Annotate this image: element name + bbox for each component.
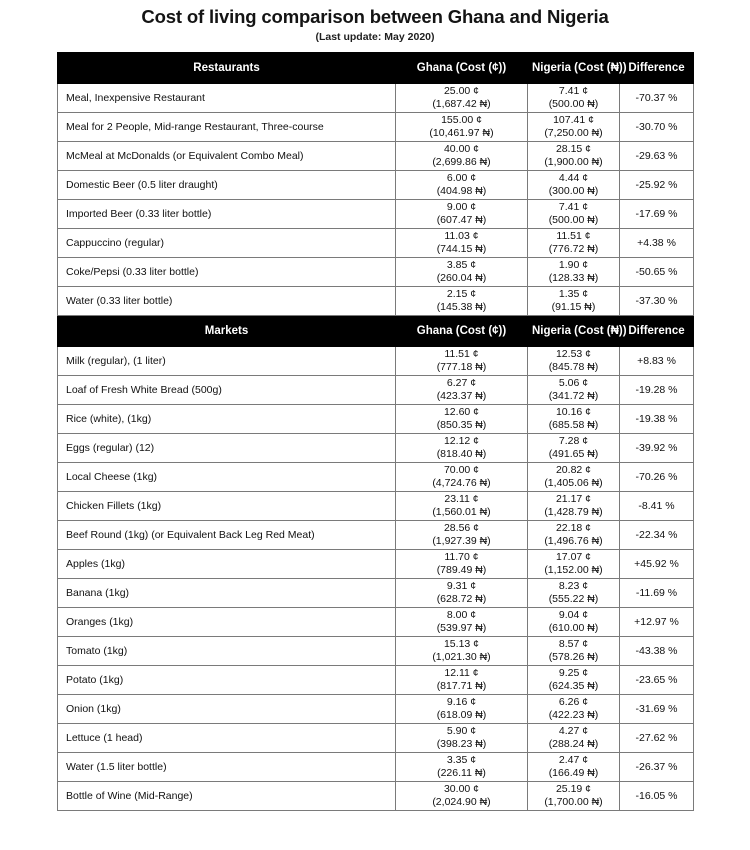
nigeria-price-secondary: (7,250.00 ₦) xyxy=(544,127,603,139)
table-row xyxy=(58,666,694,695)
nigeria-price-secondary: (1,496.76 ₦) xyxy=(544,535,603,547)
table-row xyxy=(58,579,694,608)
ghana-price-cell xyxy=(396,258,528,287)
table-row xyxy=(58,376,694,405)
table-row xyxy=(58,608,694,637)
difference-cell: +4.38 % xyxy=(620,229,694,258)
section-title-markets: Markets xyxy=(58,316,396,347)
difference-cell: +45.92 % xyxy=(620,550,694,579)
table-row xyxy=(58,200,694,229)
nigeria-price-secondary: (1,428.79 ₦) xyxy=(544,506,603,518)
ghana-price-cell xyxy=(396,347,528,376)
nigeria-price-primary: 7.41 ¢ xyxy=(558,85,589,97)
nigeria-price-cell xyxy=(528,521,620,550)
difference-cell: -11.69 % xyxy=(620,579,694,608)
ghana-price-primary: 155.00 ¢ xyxy=(441,114,482,126)
nigeria-price-primary: 10.16 ¢ xyxy=(555,406,592,418)
item-name-cell: Meal for 2 People, Mid-range Restaurant, Three-course xyxy=(58,113,396,142)
nigeria-price-cell xyxy=(528,171,620,200)
ghana-price-primary: 12.11 ¢ xyxy=(444,667,479,679)
ghana-price-secondary: (539.97 ₦) xyxy=(436,622,487,634)
ghana-price-secondary: (10,461.97 ₦) xyxy=(429,127,494,139)
nigeria-price-primary: 22.18 ¢ xyxy=(555,522,592,534)
nigeria-price-cell xyxy=(528,229,620,258)
nigeria-price-secondary: (288.24 ₦) xyxy=(548,738,599,750)
ghana-price-cell xyxy=(396,229,528,258)
difference-cell: -19.28 % xyxy=(620,376,694,405)
table-row xyxy=(58,724,694,753)
nigeria-price-primary: 4.27 ¢ xyxy=(558,725,589,737)
nigeria-price-secondary: (491.65 ₦) xyxy=(548,448,599,460)
table-row xyxy=(58,753,694,782)
item-name-cell: Chicken Fillets (1kg) xyxy=(58,492,396,521)
difference-cell: -16.05 % xyxy=(620,782,694,811)
item-name-cell: Banana (1kg) xyxy=(58,579,396,608)
ghana-price-primary: 8.00 ¢ xyxy=(446,609,477,621)
ghana-price-secondary: (1,021.30 ₦) xyxy=(432,651,491,663)
ghana-price-cell xyxy=(396,113,528,142)
last-update-subtitle: (Last update: May 2020) xyxy=(315,31,435,43)
ghana-price-secondary: (423.37 ₦) xyxy=(436,390,487,402)
ghana-price-secondary: (1,687.42 ₦) xyxy=(432,98,491,110)
ghana-price-primary: 9.31 ¢ xyxy=(446,580,477,592)
item-name-cell: Water (1.5 liter bottle) xyxy=(58,753,396,782)
ghana-price-primary: 11.03 ¢ xyxy=(444,230,479,242)
nigeria-price-cell xyxy=(528,666,620,695)
ghana-price-secondary: (818.40 ₦) xyxy=(436,448,487,460)
ghana-price-cell xyxy=(396,724,528,753)
item-name-cell: Milk (regular), (1 liter) xyxy=(58,347,396,376)
nigeria-price-cell xyxy=(528,376,620,405)
ghana-price-secondary: (628.72 ₦) xyxy=(436,593,487,605)
item-name-cell: Lettuce (1 head) xyxy=(58,724,396,753)
ghana-price-primary: 11.51 ¢ xyxy=(444,348,479,360)
difference-cell: -23.65 % xyxy=(620,666,694,695)
nigeria-price-secondary: (500.00 ₦) xyxy=(548,98,599,110)
ghana-price-cell xyxy=(396,142,528,171)
ghana-price-cell xyxy=(396,608,528,637)
cost-comparison-table xyxy=(57,52,694,811)
ghana-price-cell xyxy=(396,287,528,316)
ghana-price-secondary: (777.18 ₦) xyxy=(436,361,487,373)
nigeria-price-primary: 28.15 ¢ xyxy=(555,143,592,155)
difference-cell: -29.63 % xyxy=(620,142,694,171)
ghana-price-primary: 5.90 ¢ xyxy=(446,725,477,737)
difference-cell: -70.26 % xyxy=(620,463,694,492)
nigeria-price-secondary: (1,700.00 ₦) xyxy=(544,796,603,808)
item-name-cell: McMeal at McDonalds (or Equivalent Combo Meal) xyxy=(58,142,396,171)
ghana-price-cell xyxy=(396,753,528,782)
nigeria-price-cell xyxy=(528,347,620,376)
nigeria-price-primary: 7.28 ¢ xyxy=(558,435,589,447)
cost-table-container xyxy=(57,52,693,811)
table-row xyxy=(58,113,694,142)
nigeria-price-primary: 7.41 ¢ xyxy=(558,201,589,213)
ghana-price-cell xyxy=(396,579,528,608)
ghana-price-secondary: (789.49 ₦) xyxy=(436,564,487,576)
nigeria-price-secondary: (341.72 ₦) xyxy=(548,390,599,402)
ghana-price-cell xyxy=(396,782,528,811)
difference-cell: -17.69 % xyxy=(620,200,694,229)
ghana-price-secondary: (744.15 ₦) xyxy=(436,243,487,255)
table-row xyxy=(58,84,694,113)
item-name-cell: Oranges (1kg) xyxy=(58,608,396,637)
table-row xyxy=(58,229,694,258)
item-name-cell: Beef Round (1kg) (or Equivalent Back Leg Red Meat) xyxy=(58,521,396,550)
table-row xyxy=(58,434,694,463)
item-name-cell: Coke/Pepsi (0.33 liter bottle) xyxy=(58,258,396,287)
nigeria-price-cell xyxy=(528,753,620,782)
column-header-ghana: Ghana (Cost (¢)) xyxy=(396,53,528,84)
nigeria-price-cell xyxy=(528,550,620,579)
nigeria-price-secondary: (610.00 ₦) xyxy=(548,622,599,634)
nigeria-price-primary: 9.25 ¢ xyxy=(558,667,589,679)
ghana-price-primary: 3.35 ¢ xyxy=(446,754,477,766)
nigeria-price-cell xyxy=(528,724,620,753)
nigeria-price-cell xyxy=(528,142,620,171)
nigeria-price-secondary: (91.15 ₦) xyxy=(551,301,596,313)
difference-cell: +8.83 % xyxy=(620,347,694,376)
difference-cell: -19.38 % xyxy=(620,405,694,434)
nigeria-price-cell xyxy=(528,434,620,463)
nigeria-price-primary: 12.53 ¢ xyxy=(555,348,592,360)
nigeria-price-secondary: (1,405.06 ₦) xyxy=(544,477,603,489)
table-row xyxy=(58,521,694,550)
nigeria-price-secondary: (1,900.00 ₦) xyxy=(544,156,603,168)
table-row xyxy=(58,550,694,579)
ghana-price-cell xyxy=(396,84,528,113)
nigeria-price-secondary: (300.00 ₦) xyxy=(548,185,599,197)
difference-cell: -27.62 % xyxy=(620,724,694,753)
item-name-cell: Onion (1kg) xyxy=(58,695,396,724)
ghana-price-secondary: (607.47 ₦) xyxy=(436,214,487,226)
ghana-price-secondary: (1,927.39 ₦) xyxy=(432,535,491,547)
nigeria-price-cell xyxy=(528,463,620,492)
item-name-cell: Tomato (1kg) xyxy=(58,637,396,666)
ghana-price-secondary: (145.38 ₦) xyxy=(436,301,487,313)
nigeria-price-primary: 1.90 ¢ xyxy=(558,259,589,271)
nigeria-price-primary: 25.19 ¢ xyxy=(555,783,592,795)
nigeria-price-secondary: (578.26 ₦) xyxy=(548,651,599,663)
column-header-difference: Difference xyxy=(620,53,694,84)
table-row xyxy=(58,782,694,811)
ghana-price-cell xyxy=(396,434,528,463)
nigeria-price-cell xyxy=(528,637,620,666)
difference-cell: -43.38 % xyxy=(620,637,694,666)
nigeria-price-primary: 8.23 ¢ xyxy=(558,580,589,592)
ghana-price-primary: 23.11 ¢ xyxy=(444,493,479,505)
ghana-price-cell xyxy=(396,405,528,434)
table-row xyxy=(58,463,694,492)
ghana-price-secondary: (404.98 ₦) xyxy=(436,185,487,197)
nigeria-price-secondary: (422.23 ₦) xyxy=(548,709,599,721)
nigeria-price-primary: 6.26 ¢ xyxy=(558,696,589,708)
ghana-price-primary: 25.00 ¢ xyxy=(443,85,480,97)
ghana-price-cell xyxy=(396,171,528,200)
section-header-row xyxy=(58,316,694,347)
table-row xyxy=(58,171,694,200)
nigeria-price-primary: 11.51 ¢ xyxy=(556,230,591,242)
nigeria-price-cell xyxy=(528,258,620,287)
item-name-cell: Apples (1kg) xyxy=(58,550,396,579)
cost-of-living-page xyxy=(0,6,750,850)
ghana-price-primary: 6.27 ¢ xyxy=(446,377,477,389)
ghana-price-primary: 30.00 ¢ xyxy=(443,783,480,795)
ghana-price-cell xyxy=(396,463,528,492)
item-name-cell: Meal, Inexpensive Restaurant xyxy=(58,84,396,113)
item-name-cell: Domestic Beer (0.5 liter draught) xyxy=(58,171,396,200)
ghana-price-secondary: (1,560.01 ₦) xyxy=(432,506,491,518)
difference-cell: -8.41 % xyxy=(620,492,694,521)
section-title-restaurants: Restaurants xyxy=(58,53,396,84)
nigeria-price-secondary: (776.72 ₦) xyxy=(548,243,599,255)
item-name-cell: Loaf of Fresh White Bread (500g) xyxy=(58,376,396,405)
ghana-price-secondary: (817.71 ₦) xyxy=(436,680,487,692)
table-row xyxy=(58,142,694,171)
column-header-ghana: Ghana (Cost (¢)) xyxy=(396,316,528,347)
nigeria-price-secondary: (1,152.00 ₦) xyxy=(544,564,603,576)
ghana-price-primary: 9.00 ¢ xyxy=(446,201,477,213)
item-name-cell: Imported Beer (0.33 liter bottle) xyxy=(58,200,396,229)
nigeria-price-cell xyxy=(528,405,620,434)
table-row xyxy=(58,492,694,521)
table-row xyxy=(58,258,694,287)
column-header-nigeria: Nigeria (Cost (₦)) xyxy=(528,53,620,84)
table-row xyxy=(58,347,694,376)
item-name-cell: Bottle of Wine (Mid-Range) xyxy=(58,782,396,811)
difference-cell: -50.65 % xyxy=(620,258,694,287)
difference-cell: -26.37 % xyxy=(620,753,694,782)
nigeria-price-primary: 2.47 ¢ xyxy=(558,754,589,766)
column-header-difference: Difference xyxy=(620,316,694,347)
difference-cell: -30.70 % xyxy=(620,113,694,142)
nigeria-price-secondary: (128.33 ₦) xyxy=(548,272,599,284)
ghana-price-primary: 6.00 ¢ xyxy=(446,172,477,184)
nigeria-price-cell xyxy=(528,200,620,229)
item-name-cell: Cappuccino (regular) xyxy=(58,229,396,258)
nigeria-price-primary: 21.17 ¢ xyxy=(555,493,592,505)
ghana-price-primary: 12.12 ¢ xyxy=(443,435,480,447)
item-name-cell: Eggs (regular) (12) xyxy=(58,434,396,463)
nigeria-price-cell xyxy=(528,113,620,142)
nigeria-price-primary: 4.44 ¢ xyxy=(558,172,589,184)
nigeria-price-secondary: (624.35 ₦) xyxy=(548,680,599,692)
item-name-cell: Water (0.33 liter bottle) xyxy=(58,287,396,316)
table-row xyxy=(58,405,694,434)
nigeria-price-cell xyxy=(528,492,620,521)
difference-cell: -22.34 % xyxy=(620,521,694,550)
ghana-price-primary: 3.85 ¢ xyxy=(446,259,477,271)
ghana-price-primary: 40.00 ¢ xyxy=(443,143,480,155)
nigeria-price-primary: 17.07 ¢ xyxy=(555,551,592,563)
nigeria-price-secondary: (685.58 ₦) xyxy=(548,419,599,431)
nigeria-price-secondary: (166.49 ₦) xyxy=(548,767,599,779)
column-header-nigeria: Nigeria (Cost (₦)) xyxy=(528,316,620,347)
ghana-price-secondary: (850.35 ₦) xyxy=(436,419,487,431)
difference-cell: -31.69 % xyxy=(620,695,694,724)
ghana-price-secondary: (4,724.76 ₦) xyxy=(432,477,491,489)
ghana-price-cell xyxy=(396,666,528,695)
item-name-cell: Local Cheese (1kg) xyxy=(58,463,396,492)
ghana-price-secondary: (2,024.90 ₦) xyxy=(432,796,491,808)
difference-cell: -25.92 % xyxy=(620,171,694,200)
difference-cell: -37.30 % xyxy=(620,287,694,316)
nigeria-price-primary: 107.41 ¢ xyxy=(553,114,594,126)
ghana-price-primary: 11.70 ¢ xyxy=(444,551,479,563)
nigeria-price-cell xyxy=(528,608,620,637)
table-row xyxy=(58,637,694,666)
ghana-price-cell xyxy=(396,376,528,405)
difference-cell: -39.92 % xyxy=(620,434,694,463)
nigeria-price-cell xyxy=(528,579,620,608)
difference-cell: +12.97 % xyxy=(620,608,694,637)
table-row xyxy=(58,695,694,724)
nigeria-price-primary: 20.82 ¢ xyxy=(555,464,592,476)
ghana-price-secondary: (618.09 ₦) xyxy=(436,709,487,721)
ghana-price-primary: 28.56 ¢ xyxy=(443,522,480,534)
ghana-price-primary: 15.13 ¢ xyxy=(443,638,480,650)
ghana-price-secondary: (398.23 ₦) xyxy=(436,738,487,750)
ghana-price-cell xyxy=(396,695,528,724)
nigeria-price-cell xyxy=(528,287,620,316)
nigeria-price-secondary: (555.22 ₦) xyxy=(548,593,599,605)
item-name-cell: Rice (white), (1kg) xyxy=(58,405,396,434)
ghana-price-secondary: (2,699.86 ₦) xyxy=(432,156,491,168)
nigeria-price-cell xyxy=(528,782,620,811)
page-title: Cost of living comparison between Ghana and Nigeria xyxy=(141,6,609,27)
nigeria-price-primary: 5.06 ¢ xyxy=(558,377,589,389)
nigeria-price-secondary: (845.78 ₦) xyxy=(548,361,599,373)
nigeria-price-primary: 1.35 ¢ xyxy=(558,288,589,300)
nigeria-price-primary: 9.04 ¢ xyxy=(558,609,589,621)
item-name-cell: Potato (1kg) xyxy=(58,666,396,695)
ghana-price-primary: 9.16 ¢ xyxy=(446,696,477,708)
table-row xyxy=(58,287,694,316)
ghana-price-cell xyxy=(396,492,528,521)
difference-cell: -70.37 % xyxy=(620,84,694,113)
nigeria-price-cell xyxy=(528,84,620,113)
ghana-price-cell xyxy=(396,550,528,579)
ghana-price-primary: 70.00 ¢ xyxy=(443,464,480,476)
section-header-row xyxy=(58,53,694,84)
ghana-price-cell xyxy=(396,637,528,666)
nigeria-price-secondary: (500.00 ₦) xyxy=(548,214,599,226)
ghana-price-cell xyxy=(396,521,528,550)
ghana-price-primary: 2.15 ¢ xyxy=(446,288,477,300)
nigeria-price-cell xyxy=(528,695,620,724)
ghana-price-primary: 12.60 ¢ xyxy=(443,406,480,418)
ghana-price-secondary: (226.11 ₦) xyxy=(437,767,486,779)
nigeria-price-primary: 8.57 ¢ xyxy=(558,638,589,650)
ghana-price-secondary: (260.04 ₦) xyxy=(436,272,487,284)
ghana-price-cell xyxy=(396,200,528,229)
